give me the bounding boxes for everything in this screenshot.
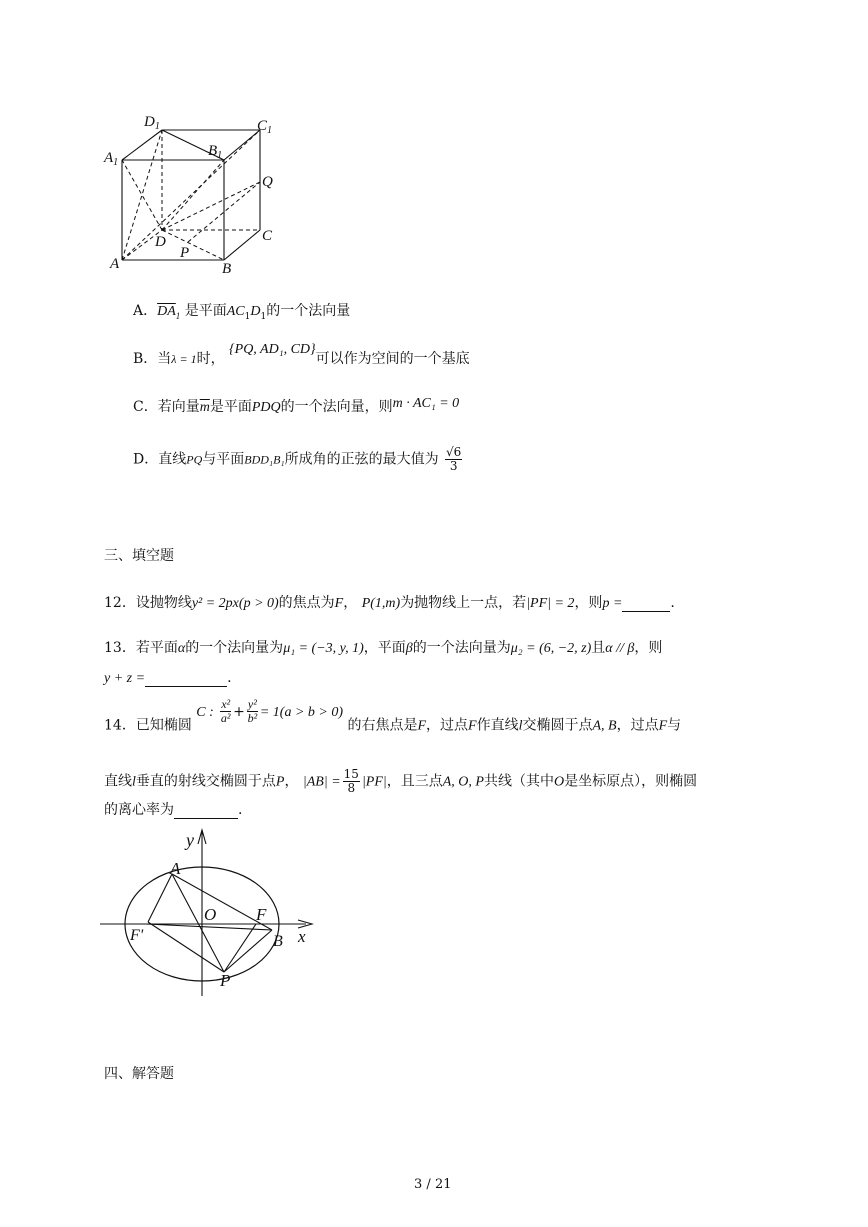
answer-blank-14[interactable] [174,802,238,819]
label-c1: $C_1$ [257,118,273,136]
label-c: C [262,228,273,244]
label-p: P [180,245,190,261]
label-y: y [186,830,194,850]
question-14-line3: 的离心率为 . [104,802,243,818]
label-o: O [204,905,217,924]
question-13: 13．若平面α的一个法向量为μ₁ = (−3, y, 1)，平面β的一个法向量为μ₂ = (6, −2, z)且α // β，则 [104,640,663,656]
label-f: F [256,905,267,924]
label-f-prime: F' [130,927,144,944]
option-b: B．当λ = 1时， {PQ, AD₁, CD}可以作为空间的一个基底 [133,342,470,367]
question-13-cont: y + z = . [104,670,232,686]
label-x: x [298,927,306,946]
label-a: A [170,859,181,878]
option-c: C．若向量$\overline{m}$是平面PDQ的一个法向量，则m · AC₁ = 0 [133,396,460,415]
option-d: D．直线PQ与平面BDD₁B₁所成角的正弦的最大值为 $\frac{√6}{3}$ [133,445,462,473]
answer-blank-12[interactable] [622,595,670,612]
label-q: Q [262,174,273,190]
label-b: B [222,261,232,277]
question-14-line2: 直线l垂直的射线交椭圆于点P， |AB| = $\frac{15}{8}$ |PF|，且三点A, O, P共线（其中O是坐标原点），则椭圆 [104,767,698,795]
section-3-title: 三、填空题 [104,548,174,564]
section-4-title: 四、解答题 [104,1066,174,1082]
label-d: D [155,234,166,250]
question-14: 14．已知椭圆 C : $\frac{\text{x²}}{\text{a²}}$ + $\frac{\text{y²}}{\text{b²}}$ = 1(a > b > 0) 的右焦点是F，过点F作直线l交椭圆于点A, B，过点F与 [104,697,682,734]
label-p: P [220,971,231,990]
ellipse-figure [100,826,330,1002]
label-b: B [273,933,283,950]
label-a1: $A_1$ [104,150,119,168]
answer-blank-13[interactable] [145,670,227,687]
question-12: 12．设抛物线y² = 2px(p > 0)的焦点为F， P(1,m)为抛物线上一点，若|PF| = 2，则p = . [104,595,675,611]
label-d1: $D_1$ [144,114,160,132]
cube-figure [100,110,290,280]
page-number: 3 / 21 [414,1177,452,1192]
label-a: A [110,256,120,272]
label-b1: $B_1$ [208,143,223,161]
option-a: A．$\overline{DA}_1$ 是平面$AC_1D_1$的一个法向量 [133,303,351,322]
